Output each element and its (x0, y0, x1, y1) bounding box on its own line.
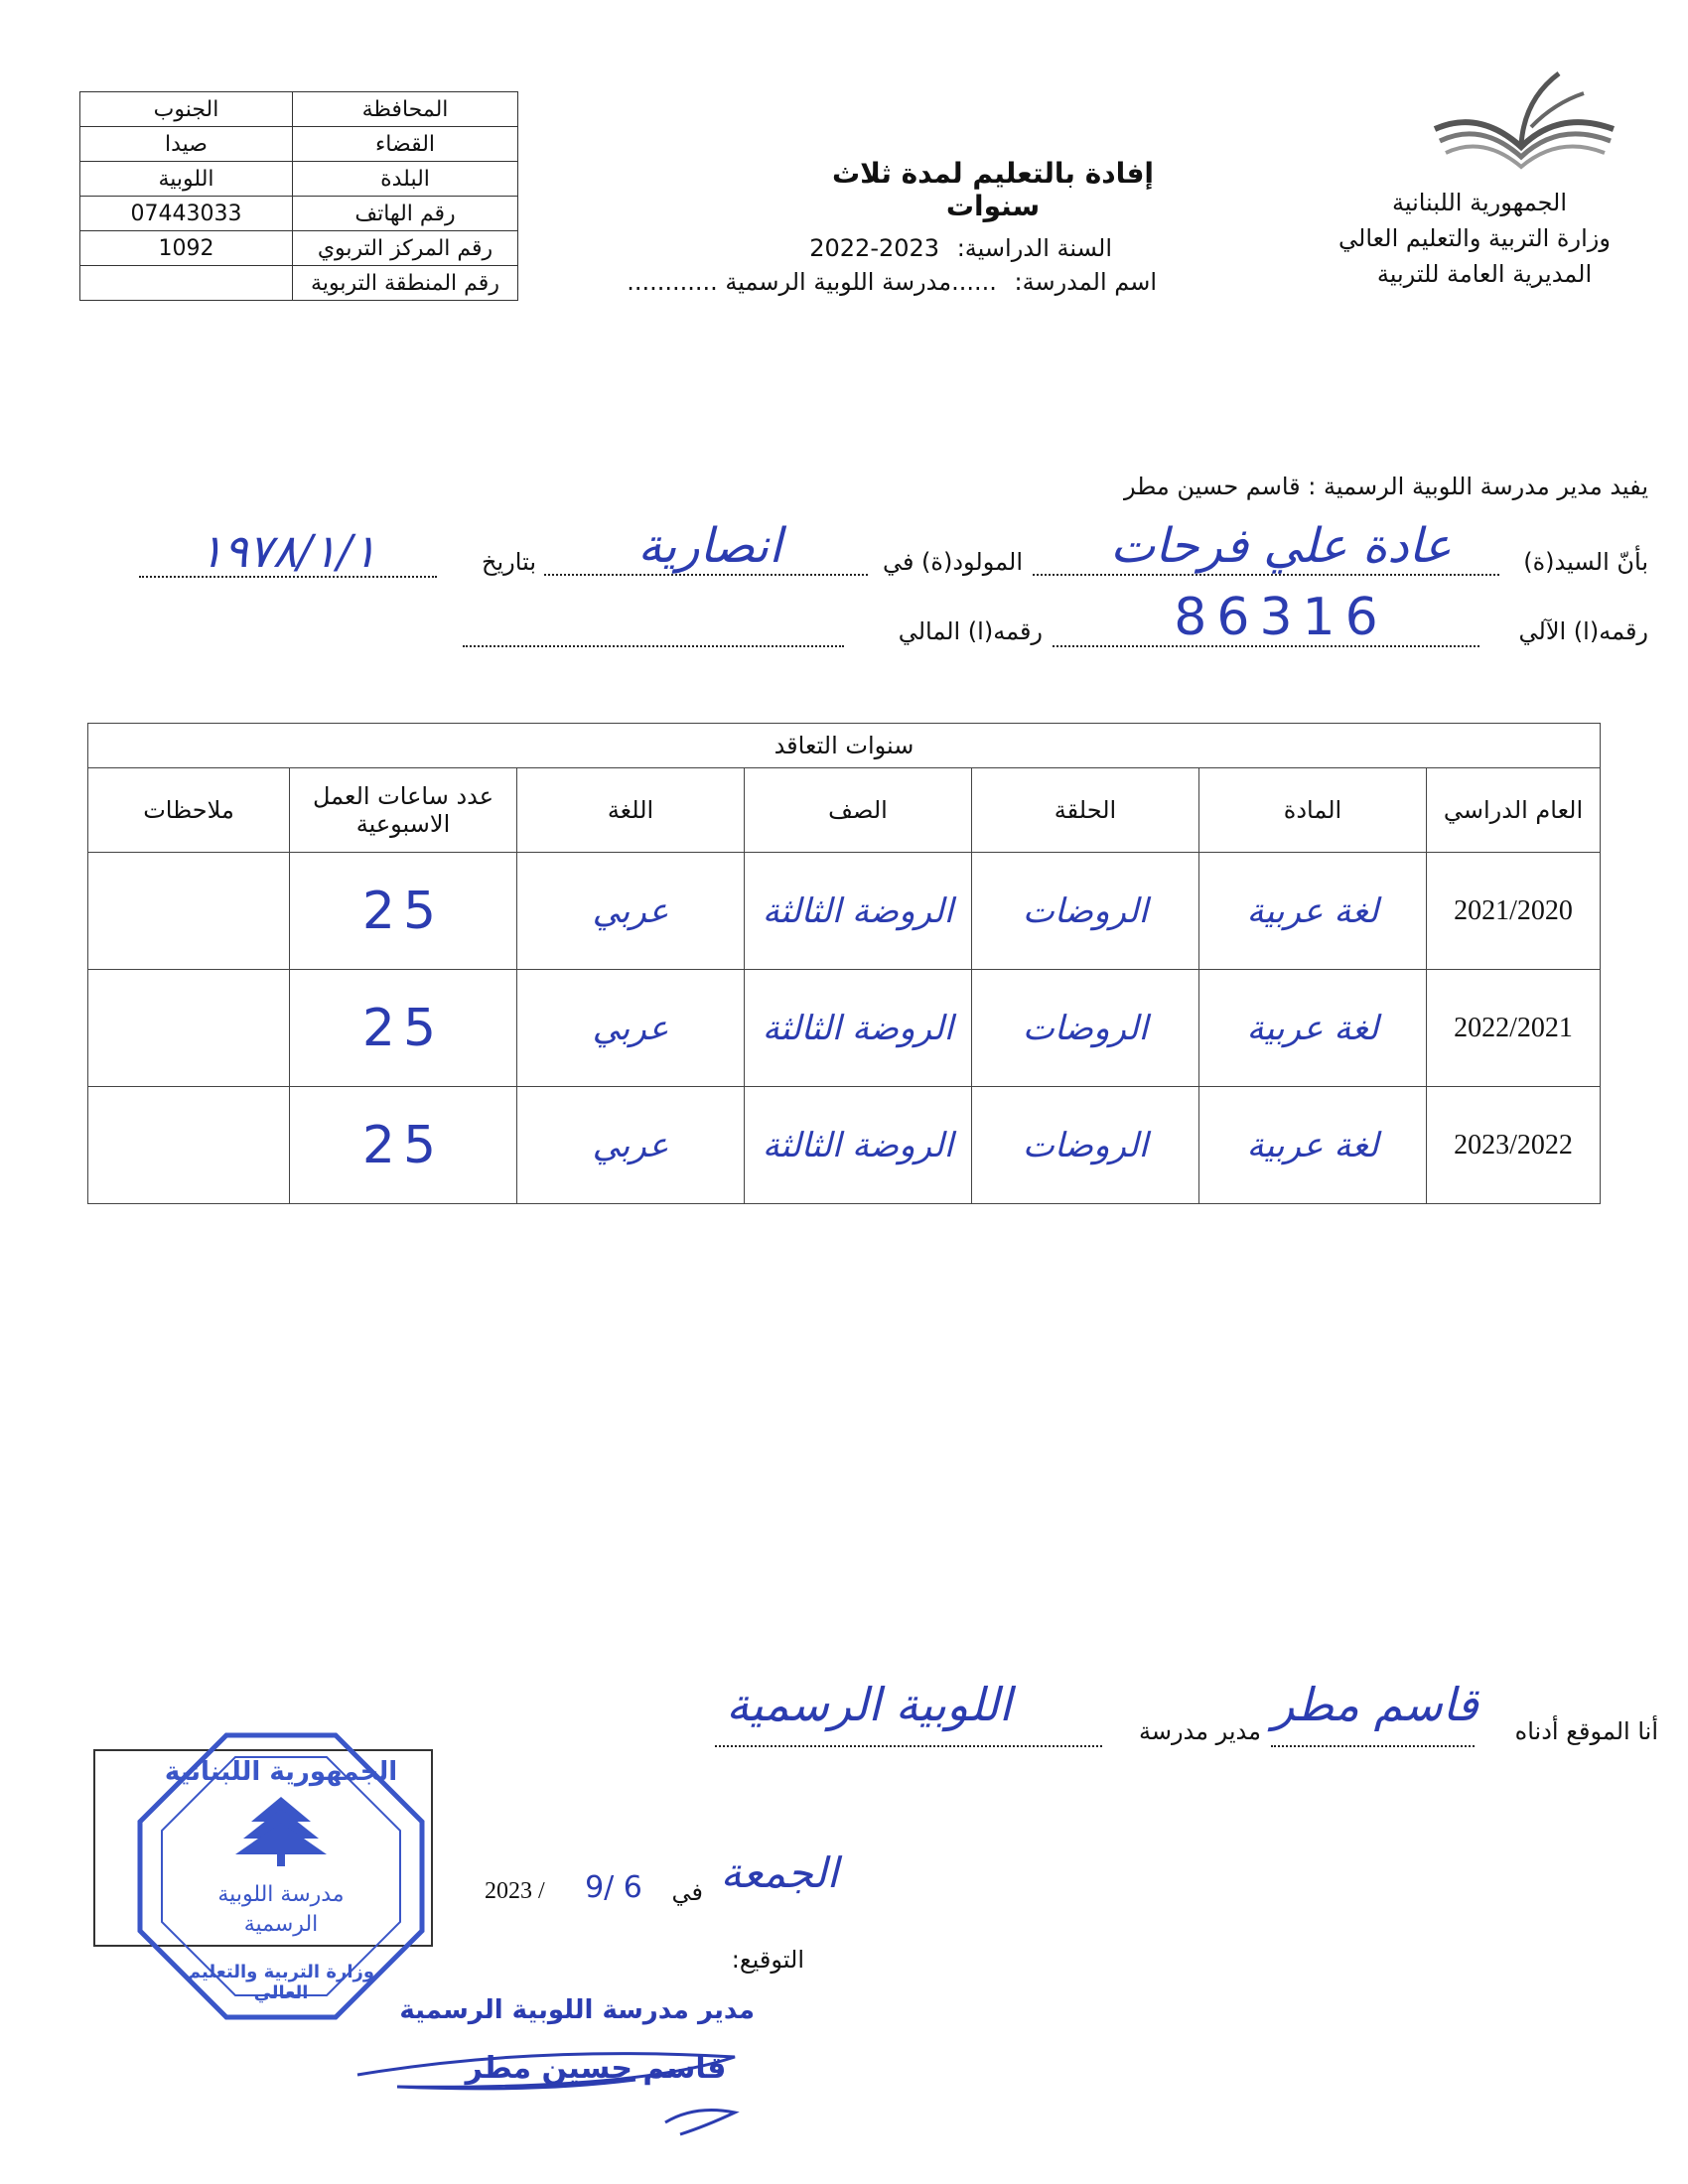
undersigned-label: أنا الموقع أدناه (1514, 1717, 1658, 1745)
school-year-value: 2023-2022 (809, 234, 940, 262)
stamp-center-line2: الرسمية (243, 1912, 319, 1937)
in-label: في (671, 1878, 703, 1906)
statement-intro: يفيد مدير مدرسة اللوبية الرسمية : قاسم حسين مطر (1123, 473, 1648, 500)
signature-label: التوقيع: (731, 1946, 804, 1974)
auto-number: 86316 (1174, 588, 1388, 647)
directorate-title: المديرية العامة للتربية (1376, 260, 1593, 288)
undersigned-name: قاسم مطر (1272, 1678, 1478, 1731)
column-header: اللغة (517, 768, 745, 853)
place-handwritten: الجمعة (720, 1848, 839, 1897)
financial-number-label: رقمه(ا) المالي (898, 617, 1043, 645)
info-label: رقم المركز التربوي (293, 231, 518, 266)
subject-cell: لغة عربية (1199, 970, 1427, 1087)
financial-number-field (463, 635, 844, 647)
hours-cell: 25 (290, 853, 517, 970)
notes-cell (88, 970, 290, 1087)
notes-cell (88, 1087, 290, 1204)
info-row (80, 231, 518, 266)
table-row (88, 853, 1601, 970)
year-cell: 2023/2022 (1427, 1087, 1601, 1204)
school-name-line (627, 268, 1157, 296)
document-title: إفادة بالتعليم لمدة ثلاث سنوات (831, 157, 1155, 222)
info-value: اللوبية (80, 162, 293, 197)
signature-line1: مدير مدرسة اللوبية الرسمية (399, 1995, 755, 2025)
date-day-month: 9/ 6 (585, 1870, 642, 1905)
undersigned-name-field (1271, 1737, 1475, 1747)
cycle-cell: الروضات (972, 1087, 1199, 1204)
info-label: رقم الهاتف (293, 197, 518, 231)
date-year: 2023 / (485, 1878, 545, 1904)
language-cell: عربي (517, 970, 745, 1087)
info-label: رقم المنطقة التربوية (293, 266, 518, 301)
school-field (715, 1737, 1102, 1747)
language-cell: عربي (517, 853, 745, 970)
grade-cell: الروضة الثالثة (745, 1087, 972, 1204)
school-name-label: اسم المدرسة: (1014, 268, 1157, 296)
column-header: المادة (1199, 768, 1427, 853)
subject-cell: لغة عربية (1199, 853, 1427, 970)
info-row (80, 127, 518, 162)
year-cell: 2022/2021 (1427, 970, 1601, 1087)
school-year-line (755, 234, 1112, 262)
stamp-bottom-text: وزارة التربية والتعليم العالي (187, 1962, 375, 2003)
cedar-icon (235, 1797, 327, 1866)
info-value: 1092 (80, 231, 293, 266)
birthplace: انصارية (637, 518, 782, 574)
signature-line2: قاسم حسين مطر (465, 2051, 727, 2086)
cycle-cell: الروضات (972, 853, 1199, 970)
info-row (80, 266, 518, 301)
republic-title: الجمهورية اللبنانية (1391, 189, 1568, 216)
contract-years-table (87, 723, 1601, 1204)
director-label: مدير مدرسة (1138, 1717, 1261, 1745)
hours-cell: 25 (290, 970, 517, 1087)
year-cell: 2021/2020 (1427, 853, 1601, 970)
info-table (79, 91, 518, 301)
table-header-row (88, 768, 1601, 853)
born-in-label: المولود(ة) في (882, 548, 1023, 576)
language-cell: عربي (517, 1087, 745, 1204)
table-row (88, 1087, 1601, 1204)
column-header: الحلقة (972, 768, 1199, 853)
column-header: عدد ساعات العمل الاسبوعية (290, 768, 517, 853)
info-label: البلدة (293, 162, 518, 197)
person-label: بأنّ السيد(ة) (1523, 548, 1648, 576)
notes-cell (88, 853, 290, 970)
info-row (80, 197, 518, 231)
column-header: الصف (745, 768, 972, 853)
signature-scribble (338, 2035, 774, 2154)
ministry-title: وزارة التربية والتعليم العالي (1338, 224, 1611, 252)
table-caption: سنوات التعاقد (88, 724, 1601, 768)
table-caption-row (88, 724, 1601, 768)
info-value (80, 266, 293, 301)
hours-cell: 25 (290, 1087, 517, 1204)
stamp-center-line1: مدرسة اللوبية (217, 1882, 345, 1907)
column-header: العام الدراسي (1427, 768, 1601, 853)
ministry-logo (1430, 69, 1618, 179)
grade-cell: الروضة الثالثة (745, 853, 972, 970)
info-label: المحافظة (293, 92, 518, 127)
grade-cell: الروضة الثالثة (745, 970, 972, 1087)
date-label: بتاريخ (482, 548, 536, 576)
school-year-label: السنة الدراسية: (956, 234, 1112, 262)
subject-cell: لغة عربية (1199, 1087, 1427, 1204)
date-year-value: 2023 (485, 1878, 532, 1904)
table-row (88, 970, 1601, 1087)
info-row (80, 162, 518, 197)
school-name-value: ......مدرسة اللوبية الرسمية ............ (627, 268, 997, 296)
auto-number-label: رقمه(ا) الآلي (1518, 617, 1648, 645)
info-row (80, 92, 518, 127)
person-name: عادة علي فرحات (1110, 518, 1452, 574)
info-value: صيدا (80, 127, 293, 162)
column-header: ملاحظات (88, 768, 290, 853)
info-label: القضاء (293, 127, 518, 162)
stamp-top-text: الجمهورية اللبنانية (164, 1757, 398, 1787)
info-value: الجنوب (80, 92, 293, 127)
school-handwritten: اللوبية الرسمية (726, 1678, 1012, 1731)
info-value: 07443033 (80, 197, 293, 231)
birth-date: ١٩٧٨/١/١ (199, 524, 377, 578)
cycle-cell: الروضات (972, 970, 1199, 1087)
